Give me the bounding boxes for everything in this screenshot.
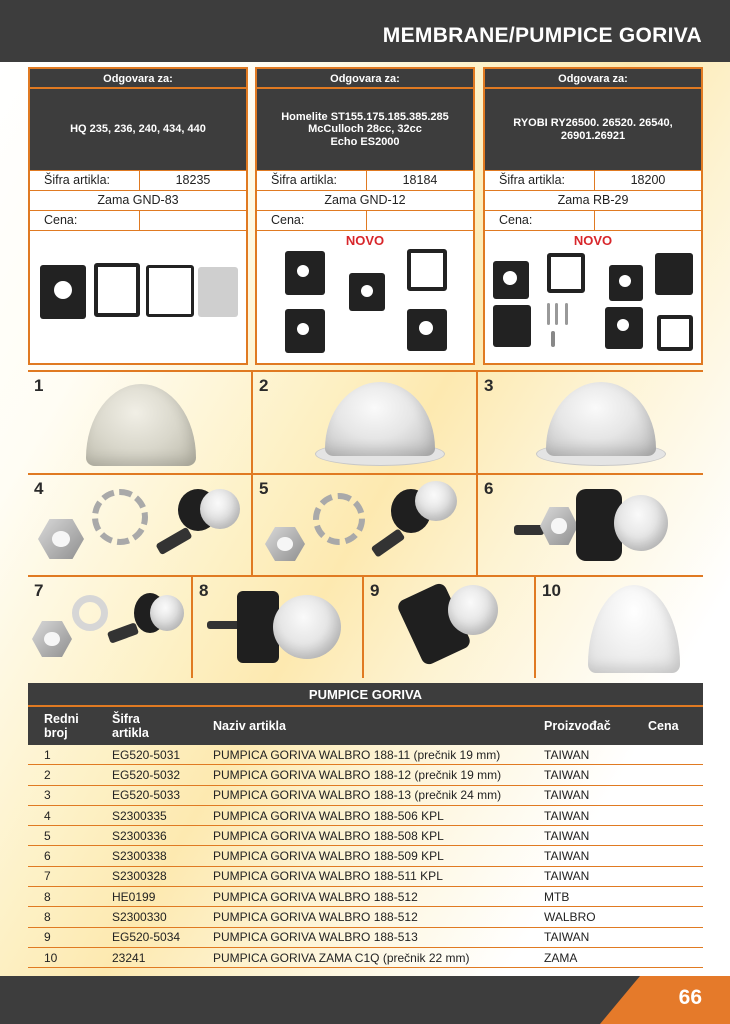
gasket-image: [285, 309, 325, 353]
pump-table: [28, 683, 703, 968]
card-replacement: Zama RB-29: [485, 190, 701, 210]
gasket-image: [657, 315, 693, 351]
gasket-hole: [617, 319, 629, 331]
gasket-image: [605, 307, 643, 349]
card-sku-label: Šifra artikla:: [257, 171, 367, 190]
card-price-row: [257, 210, 473, 230]
photo-number: 5: [259, 479, 269, 498]
header-name: Naziv artikla: [213, 719, 286, 733]
card-fits-label: Odgovara za:: [30, 69, 246, 89]
cell-maker: TAIWAN: [544, 808, 590, 823]
primer-bulb-image: [325, 382, 435, 456]
photo-cell-6: [478, 475, 703, 575]
card-price-value: [140, 211, 246, 230]
cell-maker: TAIWAN: [544, 869, 590, 884]
cell-name: PUMPICA GORIVA WALBRO 188-513: [213, 930, 418, 945]
gasket-image: [407, 309, 447, 351]
product-card-18235: [28, 67, 248, 365]
header-price: Cena: [648, 719, 679, 733]
primer-bulb-image: [448, 585, 498, 635]
cell-maker: TAIWAN: [544, 767, 590, 782]
thread-stem-image: [155, 527, 192, 555]
primer-bulb-image: [546, 382, 656, 456]
header-no: Redni broj: [44, 711, 79, 740]
washer-image: [92, 489, 148, 545]
gasket-image: [285, 251, 325, 295]
primer-bulb-image: [200, 489, 240, 529]
card-sku-row: [30, 170, 246, 190]
gasket-image: [547, 253, 585, 293]
photo-cell-8: [193, 577, 362, 678]
table-body: [28, 745, 703, 968]
cell-name: PUMPICA GORIVA WALBRO 188-11 (prečnik 19 mm): [213, 747, 501, 762]
cell-sku: S2300336: [112, 828, 167, 843]
new-badge: NOVO: [345, 233, 385, 248]
card-models: Homelite ST155.175.185.385.285 McCulloch 28cc, 32cc Echo ES2000: [257, 89, 473, 170]
gasket-hole: [361, 285, 373, 297]
nut-image: [265, 527, 305, 561]
cell-no: 8: [44, 910, 51, 925]
needle-image: [551, 331, 555, 347]
table-header-row: [28, 707, 703, 745]
cell-sku: EG520-5033: [112, 788, 181, 803]
cell-name: PUMPICA GORIVA WALBRO 188-13 (prečnik 24 mm): [213, 788, 502, 803]
cell-no: 2: [44, 767, 51, 782]
table-title: PUMPICE GORIVA: [28, 683, 703, 707]
cell-maker: WALBRO: [544, 910, 596, 925]
cell-sku: S2300338: [112, 849, 167, 864]
page-title: MEMBRANE/PUMPICE GORIVA: [382, 24, 702, 47]
card-price-value: [367, 211, 473, 230]
gasket-image: [655, 253, 693, 295]
cell-sku: S2300335: [112, 808, 167, 823]
card-sku-row: [257, 170, 473, 190]
cell-name: PUMPICA GORIVA WALBRO 188-511 KPL: [213, 869, 443, 884]
ring-image: [72, 595, 108, 631]
gasket-hole: [419, 321, 433, 335]
cell-sku: HE0199: [112, 889, 156, 904]
table-row: [28, 928, 703, 948]
cell-maker: MTB: [544, 889, 570, 904]
nut-image: [32, 621, 72, 657]
card-sku-value: 18200: [630, 173, 666, 187]
cell-maker: TAIWAN: [544, 930, 590, 945]
gasket-hole: [297, 265, 309, 277]
product-card-18184: [255, 67, 475, 365]
photo-number: 7: [34, 581, 44, 600]
primer-bulb-image: [150, 595, 184, 631]
cell-no: 10: [44, 950, 58, 965]
cell-no: 9: [44, 930, 51, 945]
table-row: [28, 846, 703, 866]
table-row: [28, 887, 703, 907]
table-row: [28, 867, 703, 887]
primer-bulb-image: [588, 585, 680, 673]
gasket-image: [609, 265, 643, 301]
cell-sku: 23241: [112, 950, 146, 965]
footer-accent: [600, 976, 730, 1024]
cell-maker: TAIWAN: [544, 849, 590, 864]
photo-cell-10: [536, 577, 703, 678]
cell-no: 4: [44, 808, 51, 823]
card-sku-label: Šifra artikla:: [30, 171, 140, 190]
washer-image: [313, 493, 365, 545]
cell-sku: EG520-5031: [112, 747, 181, 762]
photo-number: 6: [484, 479, 494, 498]
page-number: 66: [678, 986, 702, 1009]
gasket-image: [40, 265, 86, 319]
page-footer: [0, 976, 730, 1024]
cell-no: 1: [44, 747, 51, 762]
table-row: [28, 745, 703, 765]
gasket-hole: [297, 323, 309, 335]
card-product-image: [257, 230, 473, 363]
cell-no: 6: [44, 849, 51, 864]
card-price-value: [595, 211, 701, 230]
thread-stem-image: [107, 622, 139, 644]
gasket-hole: [54, 281, 72, 299]
card-price-label: Cena:: [257, 211, 367, 230]
table-row: [28, 948, 703, 968]
product-card-18200: [483, 67, 703, 365]
primer-bulb-image: [86, 384, 196, 466]
thread-stem-image: [514, 525, 544, 535]
gasket-hole: [619, 275, 631, 287]
cell-no: 5: [44, 828, 51, 843]
cell-maker: ZAMA: [544, 950, 578, 965]
card-sku-value: 18184: [402, 173, 438, 187]
new-badge: NOVO: [573, 233, 613, 248]
card-models: HQ 235, 236, 240, 434, 440: [30, 89, 246, 170]
cell-name: PUMPICA GORIVA WALBRO 188-508 KPL: [213, 828, 444, 843]
needle-image: [555, 303, 558, 325]
gasket-image: [493, 305, 531, 347]
needle-image: [565, 303, 568, 325]
table-row: [28, 765, 703, 785]
header-maker: Proizvođač: [544, 719, 611, 733]
card-models: RYOBI RY26500. 26520. 26540, 26901.26921: [485, 89, 701, 170]
cell-name: PUMPICA GORIVA ZAMA C1Q (prečnik 22 mm): [213, 950, 470, 965]
cell-maker: TAIWAN: [544, 788, 590, 803]
cell-no: 3: [44, 788, 51, 803]
cell-name: PUMPICA GORIVA WALBRO 188-506 KPL: [213, 808, 444, 823]
card-replacement: Zama GND-12: [257, 190, 473, 210]
card-product-image: [485, 230, 701, 363]
photo-number: 3: [484, 376, 494, 395]
cell-maker: TAIWAN: [544, 828, 590, 843]
card-price-label: Cena:: [30, 211, 140, 230]
gasket-image: [146, 265, 194, 317]
table-row: [28, 907, 703, 927]
card-price-row: [30, 210, 246, 230]
card-fits-label: Odgovara za:: [257, 69, 473, 89]
card-price-label: Cena:: [485, 211, 595, 230]
cell-sku: EG520-5032: [112, 767, 181, 782]
photo-number: 10: [542, 581, 561, 600]
cell-sku: S2300328: [112, 869, 167, 884]
card-sku-row: [485, 170, 701, 190]
cell-no: 8: [44, 889, 51, 904]
photo-cell-5: [253, 475, 476, 575]
gasket-image: [493, 261, 529, 299]
table-row: [28, 826, 703, 846]
photo-cell-3: [478, 372, 703, 473]
gasket-image: [407, 249, 447, 291]
card-sku-value: 18235: [175, 173, 211, 187]
photo-number: 9: [370, 581, 380, 600]
card-sku-label: Šifra artikla:: [485, 171, 595, 190]
photo-number: 4: [34, 479, 44, 498]
primer-bulb-image: [614, 495, 668, 551]
cell-no: 7: [44, 869, 51, 884]
card-price-row: [485, 210, 701, 230]
card-replacement: Zama GND-83: [30, 190, 246, 210]
gasket-image: [94, 263, 140, 317]
cell-name: PUMPICA GORIVA WALBRO 188-512: [213, 889, 418, 904]
thread-stem-image: [371, 528, 406, 557]
cell-name: PUMPICA GORIVA WALBRO 188-12 (prečnik 19 mm): [213, 767, 502, 782]
table-row: [28, 806, 703, 826]
photo-cell-7: [28, 577, 191, 678]
needle-image: [547, 303, 550, 325]
primer-bulb-image: [273, 595, 341, 659]
photo-cell-1: [28, 372, 251, 473]
table-row: [28, 786, 703, 806]
header-sku: Šifra artikla: [112, 711, 149, 740]
gasket-hole: [503, 271, 517, 285]
card-product-image: [30, 230, 246, 363]
photo-number: 1: [34, 376, 44, 395]
nut-image: [38, 519, 84, 559]
cell-name: PUMPICA GORIVA WALBRO 188-512: [213, 910, 418, 925]
cell-name: PUMPICA GORIVA WALBRO 188-509 KPL: [213, 849, 444, 864]
nut-image: [540, 507, 578, 545]
gasket-image: [198, 267, 238, 317]
cell-maker: TAIWAN: [544, 747, 590, 762]
photo-number: 8: [199, 581, 209, 600]
photo-number: 2: [259, 376, 269, 395]
cell-sku: EG520-5034: [112, 930, 181, 945]
cell-sku: S2300330: [112, 910, 167, 925]
card-fits-label: Odgovara za:: [485, 69, 701, 89]
photo-cell-9: [364, 577, 534, 678]
photo-cell-4: [28, 475, 251, 575]
gasket-image: [349, 273, 385, 311]
primer-bulb-image: [415, 481, 457, 521]
page-header: [0, 0, 730, 62]
photo-cell-2: [253, 372, 476, 473]
